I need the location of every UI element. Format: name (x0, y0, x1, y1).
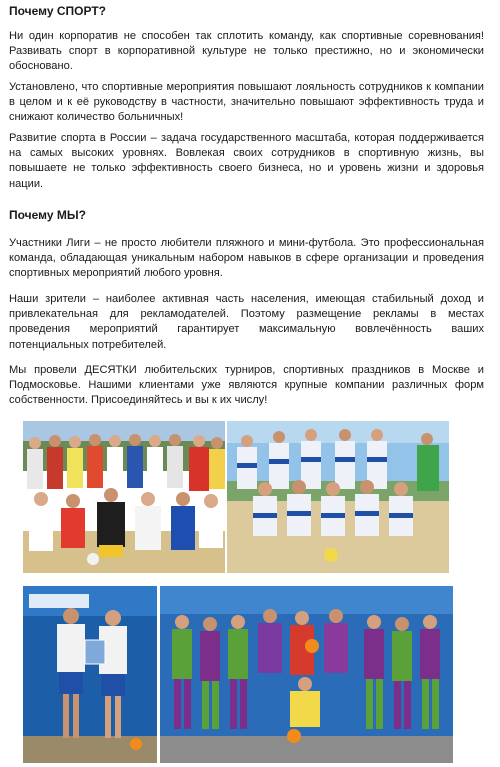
heading-why-sport: Почему СПОРТ? (9, 4, 106, 18)
team-photo-white-blue-jerseys (227, 421, 449, 573)
team-with-cheerleaders (160, 586, 453, 763)
paragraph-sport-1: Ни один корпоратив не способен так сплотить команду, как спортивные соревнования! Развивать спорт в корпоративной культуре не только престижно, но и экономически обосновано. (9, 30, 484, 73)
heading-why-us: Почему МЫ? (9, 208, 86, 222)
two-players-with-diploma (23, 586, 157, 763)
paragraph-us-2: Наши зрители – наиболее активная часть населения, имеющая стабильный доход и привлекательная для рекламодателей. Поэтому размещение рекламы в местах проведения мероприятий гарантирует максимальную вовлечённость ваших потенциальных потребителей. (9, 293, 484, 351)
paragraph-us-3: Мы провели ДЕСЯТКИ любительских турниров, спортивных праздников в Москве и Подмосковье. Нашими клиентами уже являются крупные компании различных форм собственности. Присоединяйтесь и вы к их числу! (9, 364, 484, 407)
paragraph-sport-2: Установлено, что спортивные мероприятия повышают лояльность сотрудников к компании в целом и к её руководству в частности, значительно повышают эффективность труда и снижают количество больничных! (9, 81, 484, 124)
paragraph-us-1: Участники Лиги – не просто любители пляжного и мини-футбола. Это профессиональная команда, обладающая уникальным набором навыков в сфере организации и проведения спортивных мероприятий любого уровня. (9, 237, 484, 280)
paragraph-sport-3: Развитие спорта в России – задача государственного масштаба, которая поддерживается на самых высоких уровнях. Вовлекая своих сотрудников в спортивную жизнь, вы повышаете не только эффективность своего бизнеса, но и уровень жизни и здоровья нации. (9, 132, 484, 190)
team-photo-mixed-jerseys (23, 421, 225, 573)
